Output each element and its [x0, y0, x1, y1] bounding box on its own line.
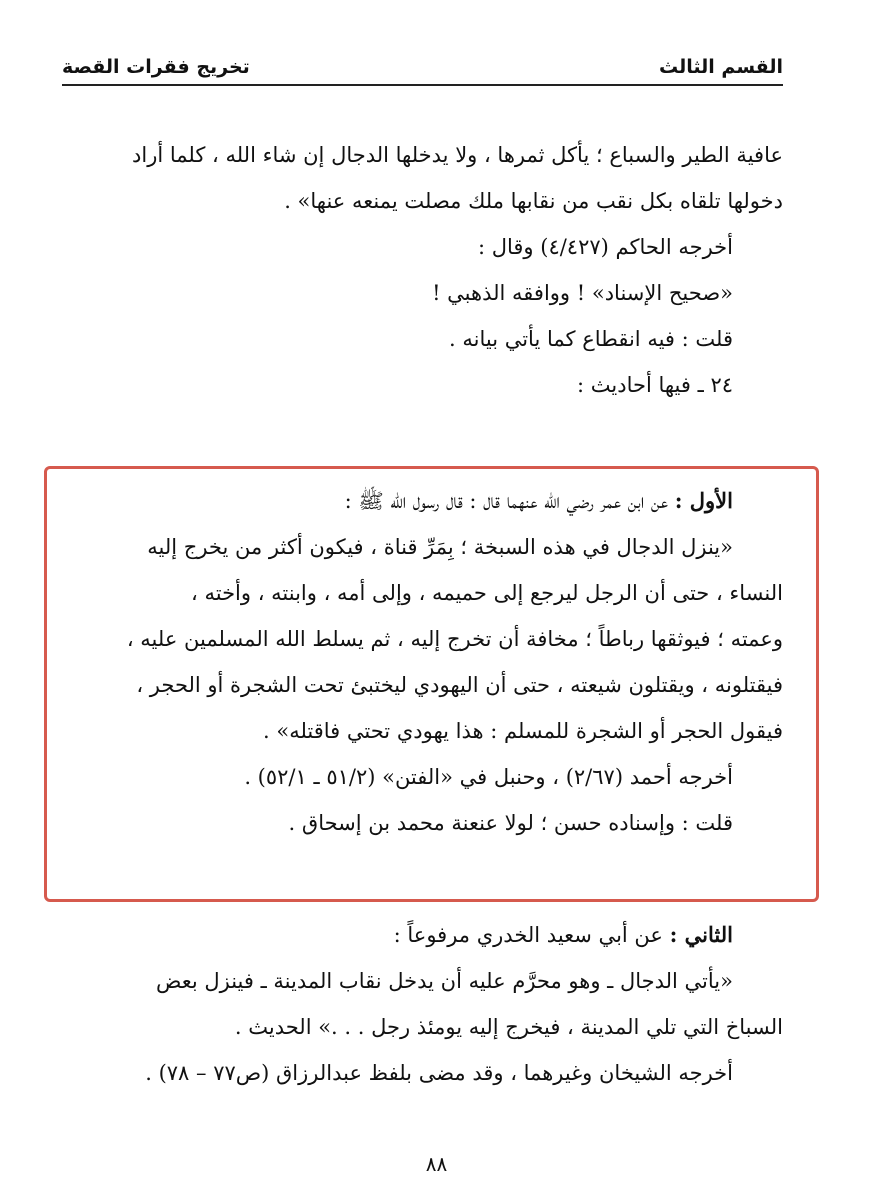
text-before-box	[62, 132, 783, 408]
text-line: فيقول الحجر أو الشجرة للمسلم : هذا يهودي تحتي فاقتله» .	[263, 719, 783, 743]
text-line: النساء ، حتى أن الرجل ليرجع إلى حميمه ، وإلى أمه ، وابنته ، وأخته ،	[191, 581, 783, 605]
hadith-intro-text: عن ابن عمر رضي الله عنهما قال : قال رسول الله ﷺ :	[344, 489, 675, 513]
hadith-intro	[62, 478, 783, 524]
text-line: عافية الطير والسباع ؛ يأكل ثمرها ، ولا يدخلها الدجال إن شاء الله ، كلما أراد	[132, 143, 783, 167]
hadith-intro-text: عن أبي سعيد الخدري مرفوعاً :	[393, 923, 670, 947]
text-line: فيقتلونه ، ويقتلون شيعته ، حتى أن اليهودي ليختبئ تحت الشجرة أو الحجر ،	[136, 673, 783, 697]
text-line: «ينزل الدجال في هذه السبخة ؛ بِمَرِّ قناة ، فيكون أكثر من يخرج إليه	[147, 535, 733, 559]
hadith-source: أخرجه الشيخان وغيرهما ، وقد مضى بلفظ عبدالرزاق (ص٧٧ – ٧٨) .	[145, 1061, 733, 1085]
text-line: أخرجه الحاكم (٤/٤٢٧) وقال :	[477, 235, 733, 259]
hadith-note: قلت : وإسناده حسن ؛ لولا عنعنة محمد بن إسحاق .	[288, 811, 733, 835]
text-line: دخولها تلقاه بكل نقب من نقابها ملك مصلت يمنعه عنها» .	[284, 189, 783, 213]
text-line: «يأتي الدجال ـ وهو محرَّم عليه أن يدخل نقاب المدينة ـ فينزل بعض	[155, 969, 733, 993]
hadith-label: الأول :	[674, 488, 733, 513]
text-line: «صحيح الإسناد» ! ووافقه الذهبي !	[432, 281, 733, 305]
text-after-box	[62, 912, 783, 1096]
text-line: قلت : فيه انقطاع كما يأتي بيانه .	[449, 327, 733, 351]
boxed-hadith	[62, 478, 783, 846]
section-title: القسم الثالث	[659, 56, 783, 78]
page-number: ٨٨	[425, 1152, 448, 1176]
hadith-label: الثاني :	[669, 922, 733, 947]
hadith-intro	[62, 912, 783, 958]
chapter-title: تخريج فقرات القصة	[62, 56, 250, 78]
text-line: ٢٤ ـ فيها أحاديث :	[577, 373, 733, 397]
running-header	[62, 50, 783, 86]
hadith-source: أخرجه أحمد (٢/٦٧) ، وحنبل في «الفتن» (٥١/٢ ـ ٥٢/١) .	[244, 765, 733, 789]
text-line: السباخ التي تلي المدينة ، فيخرج إليه يومئذ رجل . . .» الحديث .	[234, 1015, 783, 1039]
text-line: وعمته ؛ فيوثقها رباطاً ؛ مخافة أن تخرج إليه ، ثم يسلط الله المسلمين عليه ،	[126, 627, 783, 651]
